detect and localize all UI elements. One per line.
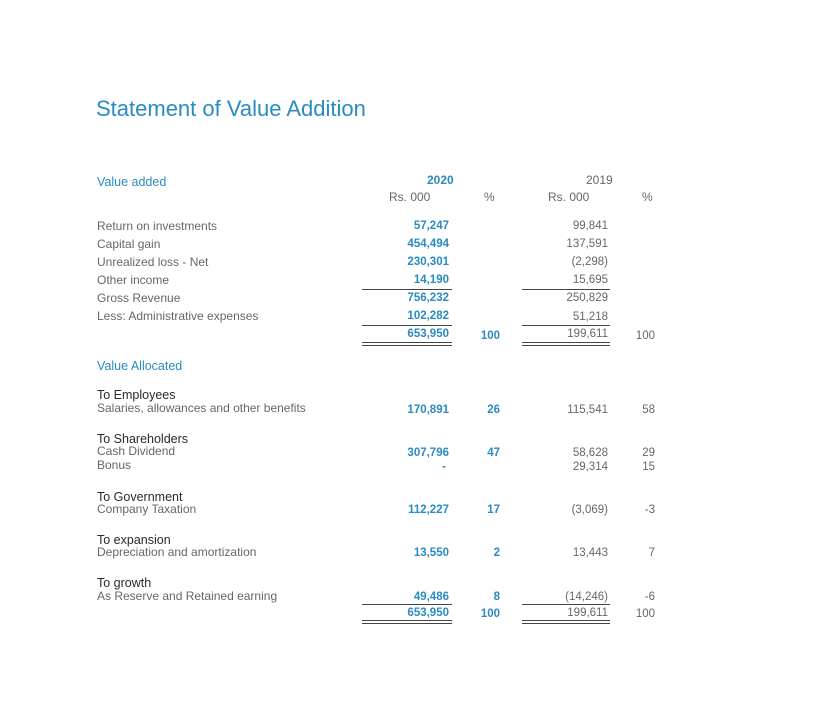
row-value-2019: 99,841 [572,220,608,232]
total-rule-2020 [362,325,452,326]
row-value-2019: 250,829 [566,292,608,304]
currency-2019-header: Rs. 000 [548,190,590,204]
allocated-total-2020: 653,950 [407,607,449,619]
allocation-value-2019: 115,541 [567,404,608,416]
allocation-pct-2020: 2 [493,547,500,559]
allocation-pct-2020: 26 [487,404,500,416]
allocation-pct-2019: -6 [644,591,655,603]
double-rule-2019 [522,342,610,346]
row-value-2020: 756,232 [407,292,449,304]
value-added-heading: Value added [97,175,167,189]
value-added-total-2020: 653,950 [407,328,449,340]
allocation-heading-shareholders: To Shareholders [97,432,189,446]
row-value-2019: 15,695 [572,274,608,286]
allocation-value-2020-bonus: - [442,461,446,473]
allocation-pct-2019: 58 [642,404,655,416]
allocation-sub-company-taxation: Company Taxation [97,502,197,516]
total-rule-2019 [522,325,610,326]
value-added-total-pct-2020: 100 [480,330,500,342]
double-rule-2020 [362,342,452,346]
allocation-pct-2020: 17 [487,504,500,516]
allocation-pct-2020: 8 [493,591,500,603]
allocation-value-2020: 112,227 [408,504,449,516]
row-label-gross-revenue: Gross Revenue [97,291,181,305]
allocation-sub-reserve: As Reserve and Retained earning [97,589,278,603]
page-title: Statement of Value Addition [96,96,366,121]
value-added-total-pct-2019: 100 [635,330,655,342]
allocation-value-2020: 170,891 [407,404,449,416]
percent-2020-header: % [484,190,495,204]
row-value-2019: (2,298) [571,256,608,268]
subtotal-rule-2020 [362,289,452,290]
allocation-value-2020: 49,486 [413,591,449,603]
row-label-other-income: Other income [97,273,170,287]
row-value-2020: 57,247 [413,220,449,232]
allocation-value-2020: 307,796 [407,447,449,459]
year-2019-header: 2019 [586,173,613,187]
subtotal-rule-2019 [522,289,610,290]
currency-2020-header: Rs. 000 [389,190,431,204]
value-added-total-2019: 199,611 [567,328,608,340]
row-label-return-on-investments: Return on investments [97,219,218,233]
allocation-heading-employees: To Employees [97,388,176,402]
allocation-heading-expansion: To expansion [97,533,171,547]
allocated-double-rule-2019 [522,620,610,624]
allocation-pct-2019: -3 [644,504,655,516]
row-value-2019: 137,591 [566,238,608,250]
allocated-total-2019: 199,611 [567,607,608,619]
year-2020-header: 2020 [427,173,454,187]
allocation-value-2019-bonus: 29,314 [572,461,608,473]
allocation-sub-bonus: Bonus [97,458,132,472]
allocated-total-pct-2019: 100 [635,608,655,620]
allocated-total-pct-2020: 100 [480,608,500,620]
allocation-pct-2019-bonus: 15 [642,461,655,473]
allocation-sub-depreciation: Depreciation and amortization [97,545,257,559]
allocated-total-rule-2019 [522,604,610,605]
row-value-2020: 230,301 [407,256,449,268]
row-label-capital-gain: Capital gain [97,237,161,251]
allocation-value-2019: 58,628 [572,447,608,459]
allocated-total-rule-2020 [362,604,452,605]
row-value-2020: 454,494 [407,238,449,250]
percent-2019-header: % [642,190,653,204]
allocation-value-2019: 13,443 [572,547,608,559]
allocation-value-2019: (3,069) [571,504,608,516]
row-label-unrealized-loss: Unrealized loss - Net [97,255,209,269]
allocation-sub-employees: Salaries, allowances and other benefits [97,401,306,415]
allocation-value-2019: (14,246) [565,591,608,603]
row-value-2020: 102,282 [407,310,449,322]
row-value-2019: 51,218 [572,311,608,323]
allocation-pct-2019: 7 [648,547,655,559]
allocation-pct-2020: 47 [487,447,500,459]
row-value-2020: 14,190 [413,274,449,286]
row-label-admin-expenses: Less: Administrative expenses [97,309,259,323]
allocated-double-rule-2020 [362,620,452,624]
allocation-heading-growth: To growth [97,576,152,590]
allocation-heading-government: To Government [97,490,183,504]
value-allocated-heading: Value Allocated [97,359,183,373]
allocation-sub-cash-dividend: Cash Dividend [97,444,176,458]
allocation-pct-2019: 29 [642,447,655,459]
allocation-value-2020: 13,550 [413,547,449,559]
